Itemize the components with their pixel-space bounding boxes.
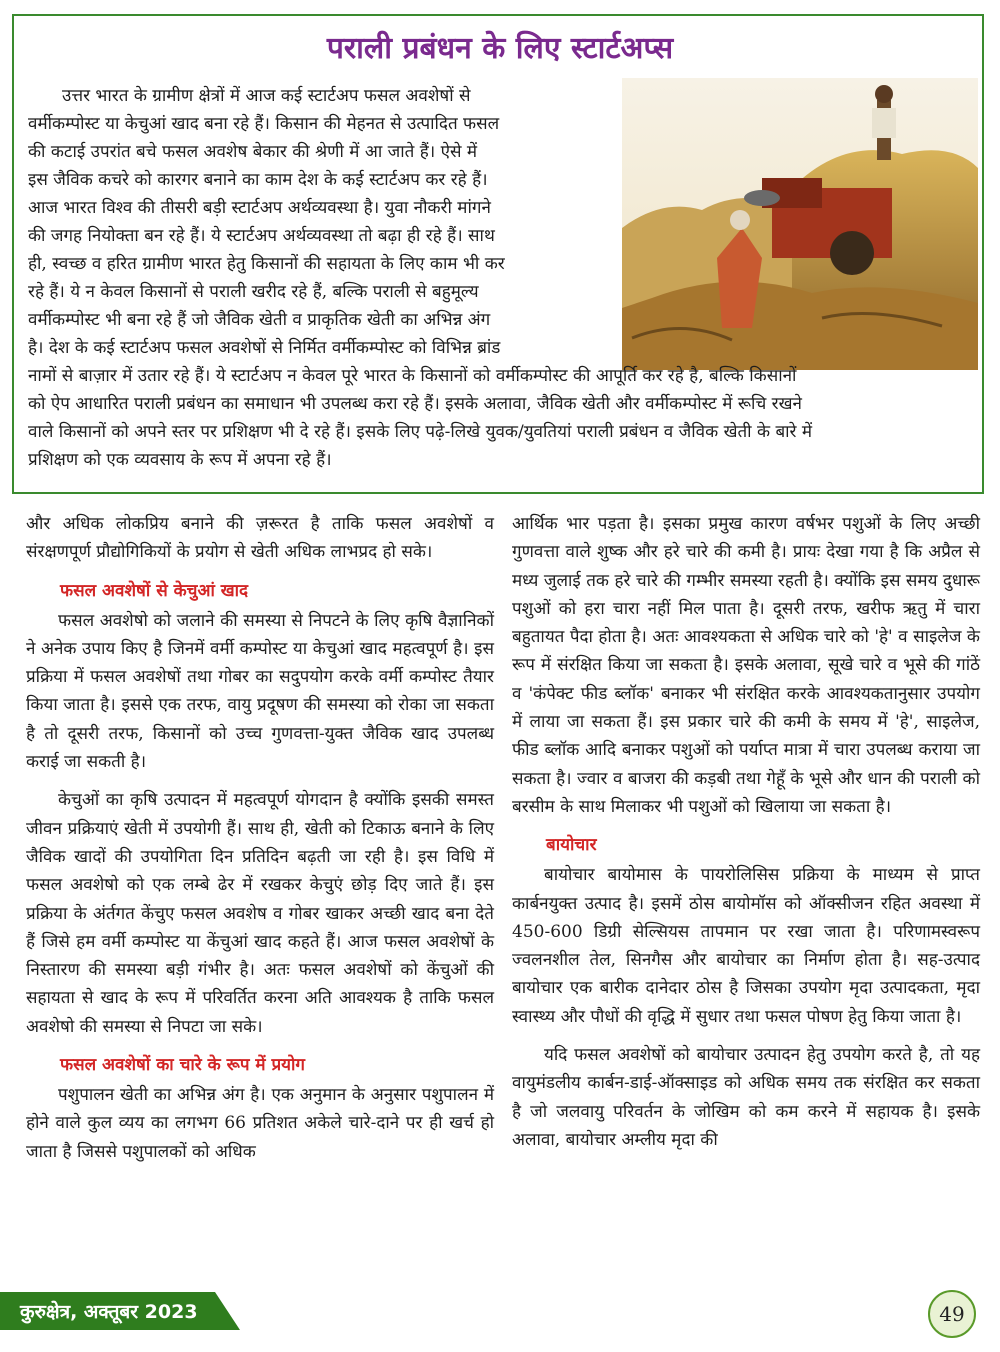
paragraph: आर्थिक भार पड़ता है। इसका प्रमुख कारण वर्षभर पशुओं के लिए अच्छी गुणवत्ता वाले शुष्क और हरे चारे की कमी है। प्रायः देखा गया है कि अप्रैल से मध्य जुलाई तक हरे चारे की गम्भीर समस्या रहती है। क्योंकि इस समय दुधारू पशुओं को हरा चारा नहीं मिल पाता है। दूसरी तरफ, खरीफ ऋतु में चारा बहुतायत पैदा होता है। अतः आवश्यकता से अधिक चारे को 'हे' व साइलेज के रूप में संरक्षित किया जा सकता है। इसके अलावा, सूखे चारे व भूसे की गांठें व 'कंपेक्ट फीड ब्लॉक' बनाकर भी संरक्षित करके आवश्यकतानुसार उपयोग में लाया जा सकता हैं। इस प्रकार चारे की कमी के समय में 'हे', साइलेज, फीड ब्लॉक आदि बनाकर पशुओं को पर्याप्त मात्रा में चारा उपलब्ध कराया जा सकता है। ज्वार व बाजरा की कड़बी तथा गेहूँ के भूसे और धान की पराली को बरसीम के साथ मिलाकर भी पशुओं को खिलाया जा सकता है। — [512, 514, 980, 817]
intro-line: वाले किसानों को अपने स्तर पर प्रशिक्षण भी दे रहे हैं। इसके लिए पढ़े-लिखे युवक/युवतियां पराली प्रबंधन व जैविक खेती के बारे में — [28, 422, 813, 442]
left-column — [26, 510, 494, 1176]
intro-line: आज भारत विश्व की तीसरी बड़ी स्टार्टअप अर्थव्यवस्था है। युवा नौकरी मांगने — [28, 198, 491, 218]
intro-line: इस जैविक कचरे को कारगर बनाने का काम देश के कई स्टार्टअप कर रहे हैं। — [28, 170, 488, 190]
section-heading: फसल अवशेषों का चारे के रूप में प्रयोग — [60, 1055, 305, 1076]
paragraph: बायोचार बायोमास के पायरोलिसिस प्रक्रिया के माध्यम से प्राप्त कार्बनयुक्त उत्पाद है। इसमें ठोस बायोमॉस को ऑक्सीजन रहित अवस्था में 450-600 डिग्री सेल्सियस तापमान पर रखा जाता है। परिणामस्वरूप ज्वलनशील तेल, सिनगैस और बायोचार का निर्माण होता है। सह-उत्पाद बायोचार एक बारीक दानेदार ठोस है जिसका उपयोग मृदा उत्पादकता, मृदा स्वास्थ्य और पौधों की वृद्धि में सुधार तथा फसल पोषण हेतु किया जाता है। — [512, 865, 980, 1027]
article-intro — [28, 82, 972, 474]
paragraph: पशुपालन खेती का अभिन्न अंग है। एक अनुमान के अनुसार पशुपालन में होने वाले कुल व्यय का लगभग 66 प्रतिशत अकेले चारे-दाने पर ही खर्च हो जाता है जिससे पशुपालकों को अधिक — [26, 1085, 494, 1162]
right-column — [512, 510, 980, 1164]
page-number: 49 — [928, 1290, 976, 1338]
paragraph: केचुओं का कृषि उत्पादन में महत्वपूर्ण योगदान है क्योंकि इसकी समस्त जीवन प्रक्रियाएं खेती में उपयोगी हैं। साथ ही, खेती को टिकाऊ बनाने के लिए जैविक खादों की उपयोगिता दिन प्रतिदिन बढ़ती जा रही है। इस विधि में फसल अवशेषो को एक लम्बे ढेर में रखकर केचुएं छोड़ दिए जाते हैं। इस प्रक्रिया के अंर्तगत केंचुए फसल अवशेष व गोबर खाकर अच्छी खाद बना देते हैं जिसे हम वर्मी कम्पोस्ट या केंचुआं खाद कहते हैं। आज फसल अवशेषों के निस्तारण की समस्या बड़ी गंभीर है। अतः फसल अवशेषों को केंचुओं की सहायता से खाद के रूप में परिवर्तित करना अति आवश्यक है ताकि फसल अवशेषो की समस्या से निपटा जा सके। — [26, 790, 494, 1037]
paragraph: फसल अवशेषो को जलाने की समस्या से निपटने के लिए कृषि वैज्ञानिकों ने अनेक उपाय किए है जिनमें वर्मी कम्पोस्ट या केचुआं खाद महत्वपूर्ण है। इस प्रक्रिया में फसल अवशेषों तथा गोबर का सदुपयोग करके वर्मी कम्पोस्ट तैयार किया जाता है। इससे एक तरफ, वायु प्रदूषण की समस्या को रोका जा सकता है तो दूसरी तरफ, किसानों को उच्च गुणवत्ता-युक्त जैविक खाद उपलब्ध कराई जा सकती है। — [26, 610, 494, 773]
intro-line: ही, स्वच्छ व हरित ग्रामीण भारत हेतु किसानों की सहायता के लिए काम भी कर — [28, 254, 505, 274]
section-heading: बायोचार — [546, 835, 597, 856]
paragraph: यदि फसल अवशेषों को बायोचार उत्पादन हेतु उपयोग करते है, तो यह वायुमंडलीय कार्बन-डाई-ऑक्साइड को अधिक समय तक संरक्षित कर सकता है जो जलवायु परिवर्तन के जोखिम को कम करने में सहायक है। इसके अलावा, बायोचार अम्लीय मृदा की — [512, 1045, 980, 1150]
section-heading: फसल अवशेषों से केचुआं खाद — [60, 580, 249, 601]
intro-line: रहे हैं। ये न केवल किसानों से पराली खरीद रहे हैं, बल्कि पराली से बहुमूल्य — [28, 282, 479, 302]
paragraph: और अधिक लोकप्रिय बनाने की ज़रूरत है ताकि फसल अवशेषों व संरक्षणपूर्ण प्रौद्योगिकियों के प्रयोग से खेती अधिक लाभप्रद हो सके। — [26, 514, 494, 563]
article-box — [12, 14, 984, 494]
intro-line: उत्तर भारत के ग्रामीण क्षेत्रों में आज कई स्टार्टअप फसल अवशेषों से — [62, 86, 471, 106]
intro-line: वर्मीकम्पोस्ट या केचुआं खाद बना रहे हैं। किसान की मेहनत से उत्पादित फसल — [28, 114, 500, 134]
intro-line: नामों से बाज़ार में उतार रहे हैं। ये स्टार्टअप न केवल पूरे भारत के किसानों को वर्मीकम्पोस्ट की आपूर्ति कर रहे है, बल्कि किसानों — [28, 366, 797, 386]
intro-line: को ऐप आधारित पराली प्रबंधन का समाधान भी उपलब्ध करा रहे हैं। इसके अलावा, जैविक खेती और वर्मीकम्पोस्ट में रूचि रखने — [28, 394, 802, 414]
intro-line: वर्मीकम्पोस्ट भी बना रहे हैं जो जैविक खेती व प्राकृतिक खेती का अभिन्न अंग — [28, 310, 491, 330]
intro-line: की जगह नियोक्ता बन रहे हैं। ये स्टार्टअप अर्थव्यवस्था तो बढ़ा ही रहे हैं। साथ — [28, 226, 495, 246]
article-title: पराली प्रबंधन के लिए स्टार्टअप्स — [326, 31, 674, 66]
footer-publication: कुरुक्षेत्र, अक्तूबर 2023 — [20, 1301, 198, 1323]
intro-line: प्रशिक्षण को एक व्यवसाय के रूप में अपना रहे हैं। — [28, 450, 332, 470]
intro-line: है। देश के कई स्टार्टअप फसल अवशेषों से निर्मित वर्मीकम्पोस्ट को विभिन्न ब्रांड — [28, 338, 501, 358]
intro-line: की कटाई उपरांत बचे फसल अवशेष बेकार की श्रेणी में आ जाते हैं। ऐसे में — [28, 142, 478, 162]
